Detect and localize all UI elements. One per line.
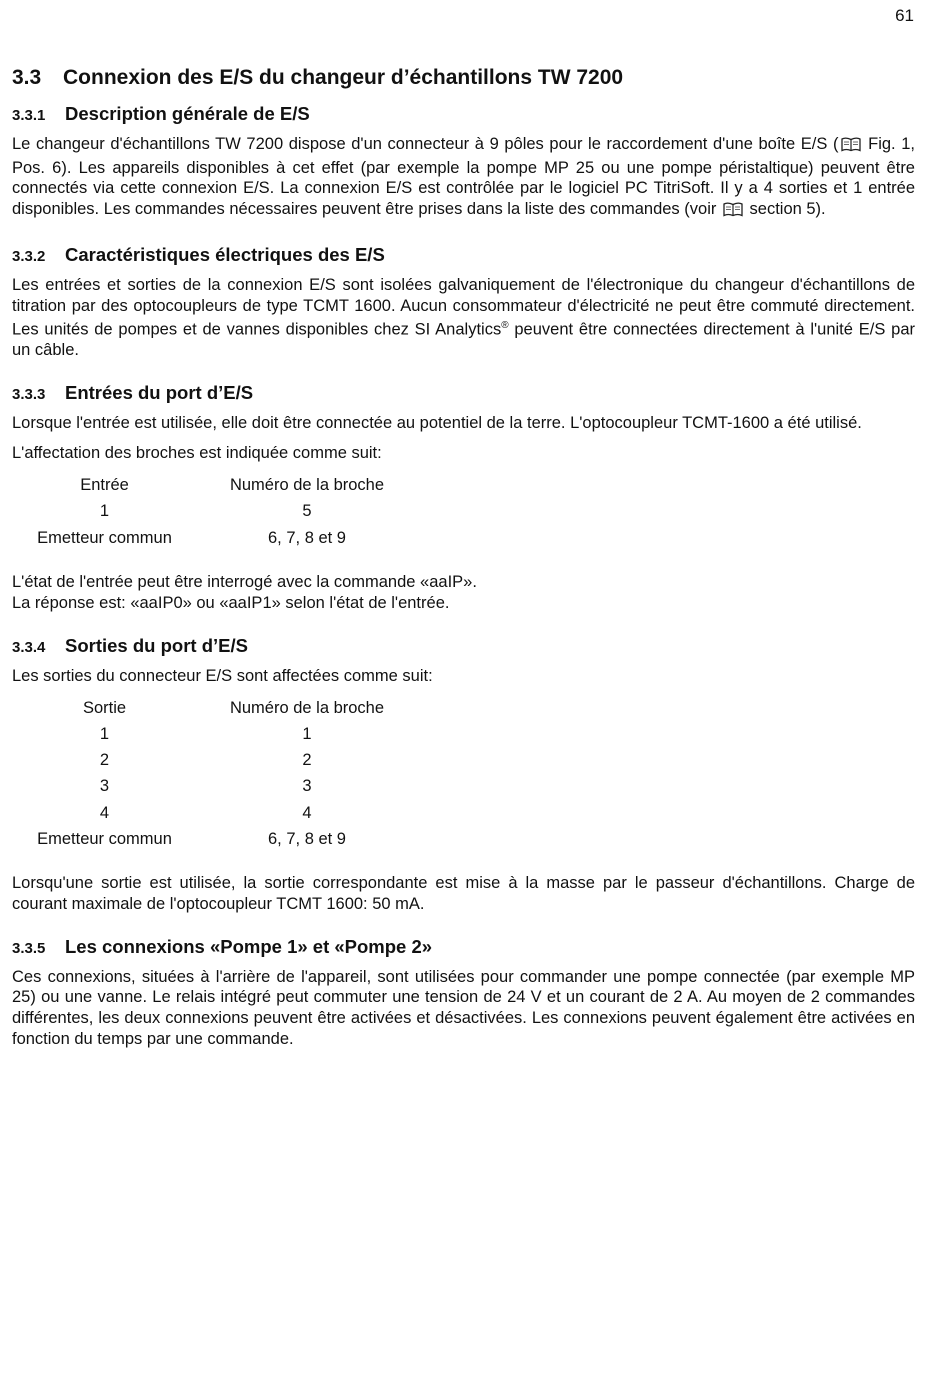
table-cell: 4: [302, 803, 312, 822]
subsection-heading-334: [12, 635, 915, 657]
paragraph: Lorsque l'entrée est utilisée, elle doit être connectée au potentiel de la terre. L'optocoupleur TCMT-1600 a été utilisé.: [12, 414, 862, 433]
paragraph: L'affectation des broches est indiquée comme suit:: [12, 443, 382, 462]
paragraph: L'état de l'entrée peut être interrogé avec la commande «aaIP».: [12, 573, 477, 592]
subsection-number: 3.3.2: [12, 247, 46, 265]
subsection-number: 3.3.1: [12, 107, 46, 124]
subsection-heading-331: [12, 103, 915, 125]
table-cell: 3: [99, 777, 110, 796]
table-cell: 3: [302, 777, 312, 796]
text-run: section 5).: [744, 200, 826, 219]
paragraph: Ces connexions, situées à l'arrière de l'appareil, sont utilisées pour commander une pompe connectée (par exemple MP 25) ou une vanne. Le relais intégré peut commuter une tension de 24 V et un courant de 2 A. Au moyen de 2 commandes différentes, les deux connexions peuvent être activées et désactivées. Les connexions peuvent également être activées en fonction du temps par une commande.: [12, 967, 915, 1048]
table-row: [12, 774, 915, 800]
input-pin-table: [12, 473, 915, 552]
table-row: [12, 721, 915, 747]
subsection-number: 3.3.3: [12, 386, 46, 404]
subsection-title: Les connexions «Pompe 1» et «Pompe 2»: [65, 935, 433, 957]
table-cell: 6, 7, 8 et 9: [268, 829, 346, 848]
subsection-title: Entrées du port d’E/S: [65, 382, 254, 404]
table-cell: Emetteur commun: [37, 829, 172, 848]
subsection-title: Description générale de E/S: [65, 103, 310, 124]
text-run: peuvent être connectées directement à l'unité E/S par un câble.: [12, 320, 915, 360]
subsection-number: 3.3.4: [12, 638, 46, 656]
table-header-row: [12, 473, 915, 499]
document-body: [12, 66, 915, 1059]
table-row: [12, 499, 915, 525]
book-icon: [841, 137, 861, 158]
table-cell: 6, 7, 8 et 9: [268, 528, 346, 547]
table-cell: 2: [302, 751, 312, 770]
subsection-number: 3.3.5: [12, 939, 46, 957]
table-cell: 1: [99, 502, 110, 521]
subsection-title: Sorties du port d’E/S: [65, 634, 248, 656]
paragraph: [12, 134, 915, 223]
table-row: [12, 800, 915, 826]
table-row: [12, 826, 915, 852]
table-cell: Emetteur commun: [37, 528, 172, 547]
output-pin-table: [12, 695, 915, 852]
page-number: 61: [895, 6, 914, 25]
table-cell: 5: [302, 502, 312, 521]
text-run: Fig. 1, Pos. 6). Les appareils disponibles à cet effet (par exemple la pompe MP 25 ou une pompe péristaltique) peuvent être connectés via cette connexion E/S. La connexion E/S est contrôlée par le logiciel PC TitriSoft. Il y a 4 sorties et 1 entrée disponibles. Les commandes nécessaires peuvent être prises dans la liste des commandes (voir: [12, 135, 915, 219]
registered-mark: ®: [501, 320, 509, 332]
table-header: Numéro de la broche: [229, 698, 385, 717]
table-cell: 4: [99, 803, 110, 822]
table-header: Numéro de la broche: [229, 476, 385, 495]
table-cell: 1: [302, 724, 312, 743]
text-run: Le changeur d'échantillons TW 7200 dispose d'un connecteur à 9 pôles pour le raccordement d'une boîte E/S (: [12, 135, 839, 153]
paragraph: Les sorties du connecteur E/S sont affectées comme suit:: [12, 666, 433, 685]
table-row: [12, 525, 915, 551]
table-header-row: [12, 695, 915, 721]
table-header: Sortie: [82, 698, 127, 717]
subsection-heading-332: [12, 244, 915, 266]
paragraph: [12, 275, 915, 361]
text-run: Les entrées et sorties de la connexion E/S sont isolées galvaniquement de l'électronique du changeur d'échantillons de titration par des optocoupleurs de type TCMT 1600. Aucun consommateur d'électricité ne peut être commuté directement. Les unités de pompes et de vannes disponibles chez SI Analytics: [12, 275, 915, 339]
subsection-heading-335: [12, 936, 915, 958]
section-number: 3.3: [12, 66, 42, 89]
table-header: Entrée: [80, 476, 129, 495]
subsection-title: Caractéristiques électriques des E/S: [65, 243, 385, 265]
section-heading: [12, 66, 915, 90]
book-icon: [723, 202, 743, 223]
subsection-heading-333: [12, 382, 915, 404]
section-title: Connexion des E/S du changeur d’échantillons TW 7200: [63, 66, 624, 89]
table-row: [12, 748, 915, 774]
paragraph: La réponse est: «aaIP0» ou «aaIP1» selon l'état de l'entrée.: [12, 593, 450, 612]
paragraph: Lorsqu'une sortie est utilisée, la sortie correspondante est mise à la masse par le passeur d'échantillons. Charge de courant maximale de l'optocoupleur TCMT 1600: 50 mA.: [12, 874, 915, 914]
table-cell: 2: [99, 751, 110, 770]
table-cell: 1: [99, 724, 110, 743]
